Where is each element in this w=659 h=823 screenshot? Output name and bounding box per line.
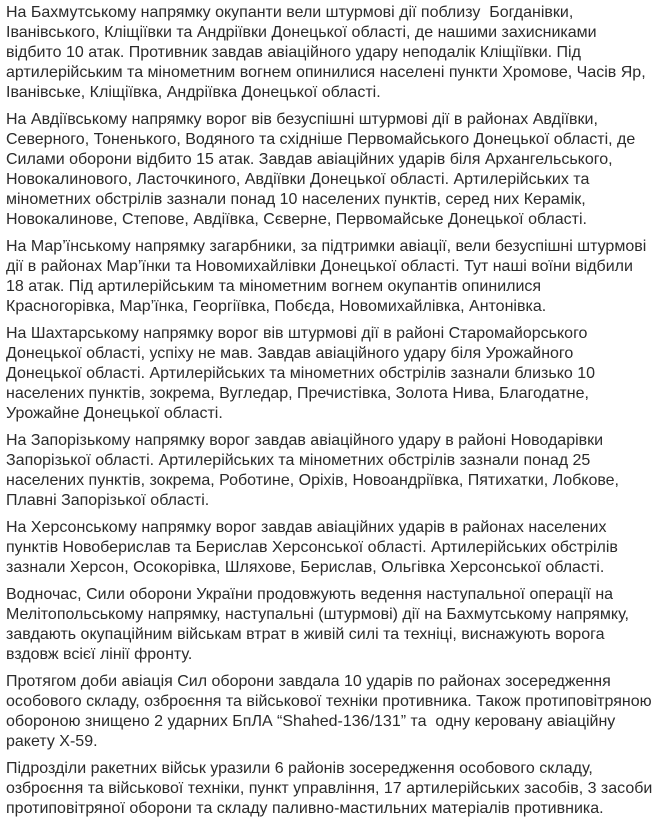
paragraph-bakhmut-direction: На Бахмутському напрямку окупанти вели штурмові дії поблизу Богданівки, Іванівського, Кліщіївки та Андріївки Донецької області, де нашими захисниками відбито 10 атак. Противник завдав авіаційного удару неподалік Кліщіївки. Під артилерійським та мінометним вогнем опинилися населені пункти Хромове, Часів Яр, Іванівське, Кліщіївка, Андріївка Донецької області. [6, 4, 651, 101]
paragraph-aviation-strikes: Протягом доби авіація Сил оборони завдала 10 ударів по районах зосередження особового складу, озброєння та військової техніки противника. Також протиповітряною обороною знищено 2 ударних БпЛА “Shahed-136/131” та одну керовану авіаційну ракету Х-59. [6, 673, 657, 750]
paragraph-marinka-direction: На Мар’їнському напрямку загарбники, за підтримки авіації, вели безуспішні штурмові дії в районах Мар’їнки та Новомихайлівки Донецької області. Тут наші воїни відбили 18 атак. Під артилерійським та мінометним вогнем окупантів опинилися Красногорівка, Мар’їнка, Георгіївка, Побєда, Новомихайлівка, Антонівка. [6, 238, 651, 315]
paragraph-missile-forces: Підрозділи ракетних військ уразили 6 районів зосередження особового складу, озброєння та військової техніки, пункт управління, 17 артилерійських засобів, 3 засоби протиповітряної оборони та складу паливно-мастильних матеріалів противника. [6, 760, 657, 817]
paragraph-kherson-direction: На Херсонському напрямку ворог завдав авіаційних ударів в районах населених пунктів Новоберислав та Берислав Херсонської області. Артилерійських обстрілів зазнали Херсон, Осокорівка, Шляхове, Берислав, Ольгівка Херсонської області. [6, 519, 623, 576]
paragraph-avdiivka-direction: На Авдіївському напрямку ворог вів безуспішні штурмові дії в районах Авдіївки, Северного, Тоненького, Водяного та східніше Первомайського Донецької області, де Силами оборони відбито 15 атак. Завдав авіаційних ударів біля Архангельського, Новокалинового, Ласточкиного, Авдіївки Донецької області. Артилерійських та мінометних обстрілів зазнали понад 10 населених пунктів, серед них Керамік, Новокалинове, Степове, Авдіївка, Сєверне, Первомайське Донецької області. [6, 111, 640, 228]
paragraph-zaporizhzhia-direction: На Запорізькому напрямку ворог завдав авіаційного удару в районі Новодарівки Запорізької області. Артилерійських та мінометних обстрілів зазнали понад 25 населених пунктів, зокрема, Роботине, Оріхів, Новоандріївка, Пятихатки, Лобкове, Плавні Запорізької області. [6, 432, 624, 509]
paragraph-shakhtarsk-direction: На Шахтарському напрямку ворог вів штурмові дії в районі Старомайорського Донецької області, успіху не мав. Завдав авіаційного удару біля Урожайного Донецької області. Артилерійських та мінометних обстрілів зазнали близько 10 населених пунктів, зокрема, Вугледар, Пречистівка, Золота Нива, Благодатне, Урожайне Донецької області. [6, 325, 600, 422]
paragraph-defense-forces-offensive: Водночас, Сили оборони України продовжують ведення наступальної операції на Мелітопольському напрямку, наступальні (штурмові) дії на Бахмутському напрямку, завдають окупаційним військам втрат в живій силі та техніці, виснажують ворога вздовж всієї лінії фронту. [6, 586, 634, 663]
